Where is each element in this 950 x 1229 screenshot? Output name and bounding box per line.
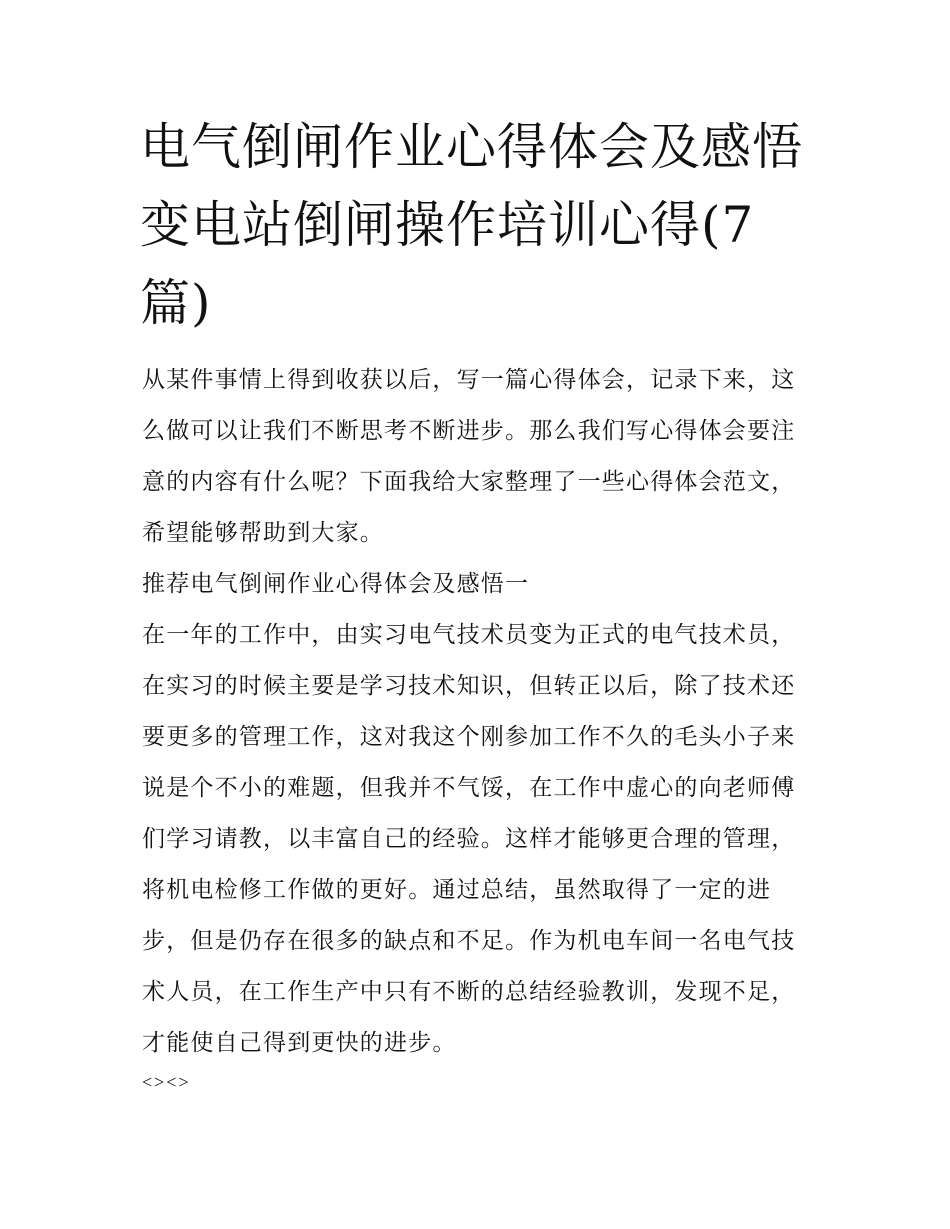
- section-line: 将机电检修工作做的更好。通过总结，虽然取得了一定的进: [142, 877, 772, 903]
- section-line: 在一年的工作中，由实习电气技术员变为正式的电气技术员，: [142, 622, 796, 648]
- intro-paragraph: [142, 360, 822, 564]
- section-line: 在实习的时候主要是学习技术知识，但转正以后，除了技术还: [142, 673, 796, 699]
- section-line: 要更多的管理工作，这对我这个刚参加工作不久的毛头小子来: [142, 724, 796, 750]
- document-title: [140, 108, 820, 342]
- title-line-2: 变电站倒闸操作培训心得(7: [140, 196, 755, 254]
- intro-line: 么做可以让我们不断思考不断进步。那么我们写心得体会要注: [142, 418, 796, 444]
- section-line: 步，但是仍存在很多的缺点和不足。作为机电车间一名电气技: [142, 928, 796, 954]
- title-line-3: 篇): [140, 274, 212, 332]
- document-body: [142, 360, 822, 1074]
- intro-line: 从某件事情上得到收获以后，写一篇心得体会，记录下来，这: [142, 367, 796, 393]
- intro-line: 希望能够帮助到大家。: [142, 520, 384, 546]
- section-line: 们学习请教，以丰富自己的经验。这样才能够更合理的管理，: [142, 826, 796, 852]
- section-line: 说是个不小的难题，但我并不气馁，在工作中虚心的向老师傅: [142, 775, 796, 801]
- section-heading: 推荐电气倒闸作业心得体会及感悟一: [142, 571, 530, 597]
- section-line: 才能使自己得到更快的进步。: [142, 1030, 457, 1056]
- intro-line: 意的内容有什么呢？下面我给大家整理了一些心得体会范文，: [142, 469, 796, 495]
- section-paragraph: [142, 615, 822, 1074]
- page-nav-marker[interactable]: <><>: [142, 1072, 191, 1092]
- section-line: 术人员，在工作生产中只有不断的总结经验教训，发现不足，: [142, 979, 796, 1005]
- title-line-1: 电气倒闸作业心得体会及感悟: [140, 118, 803, 176]
